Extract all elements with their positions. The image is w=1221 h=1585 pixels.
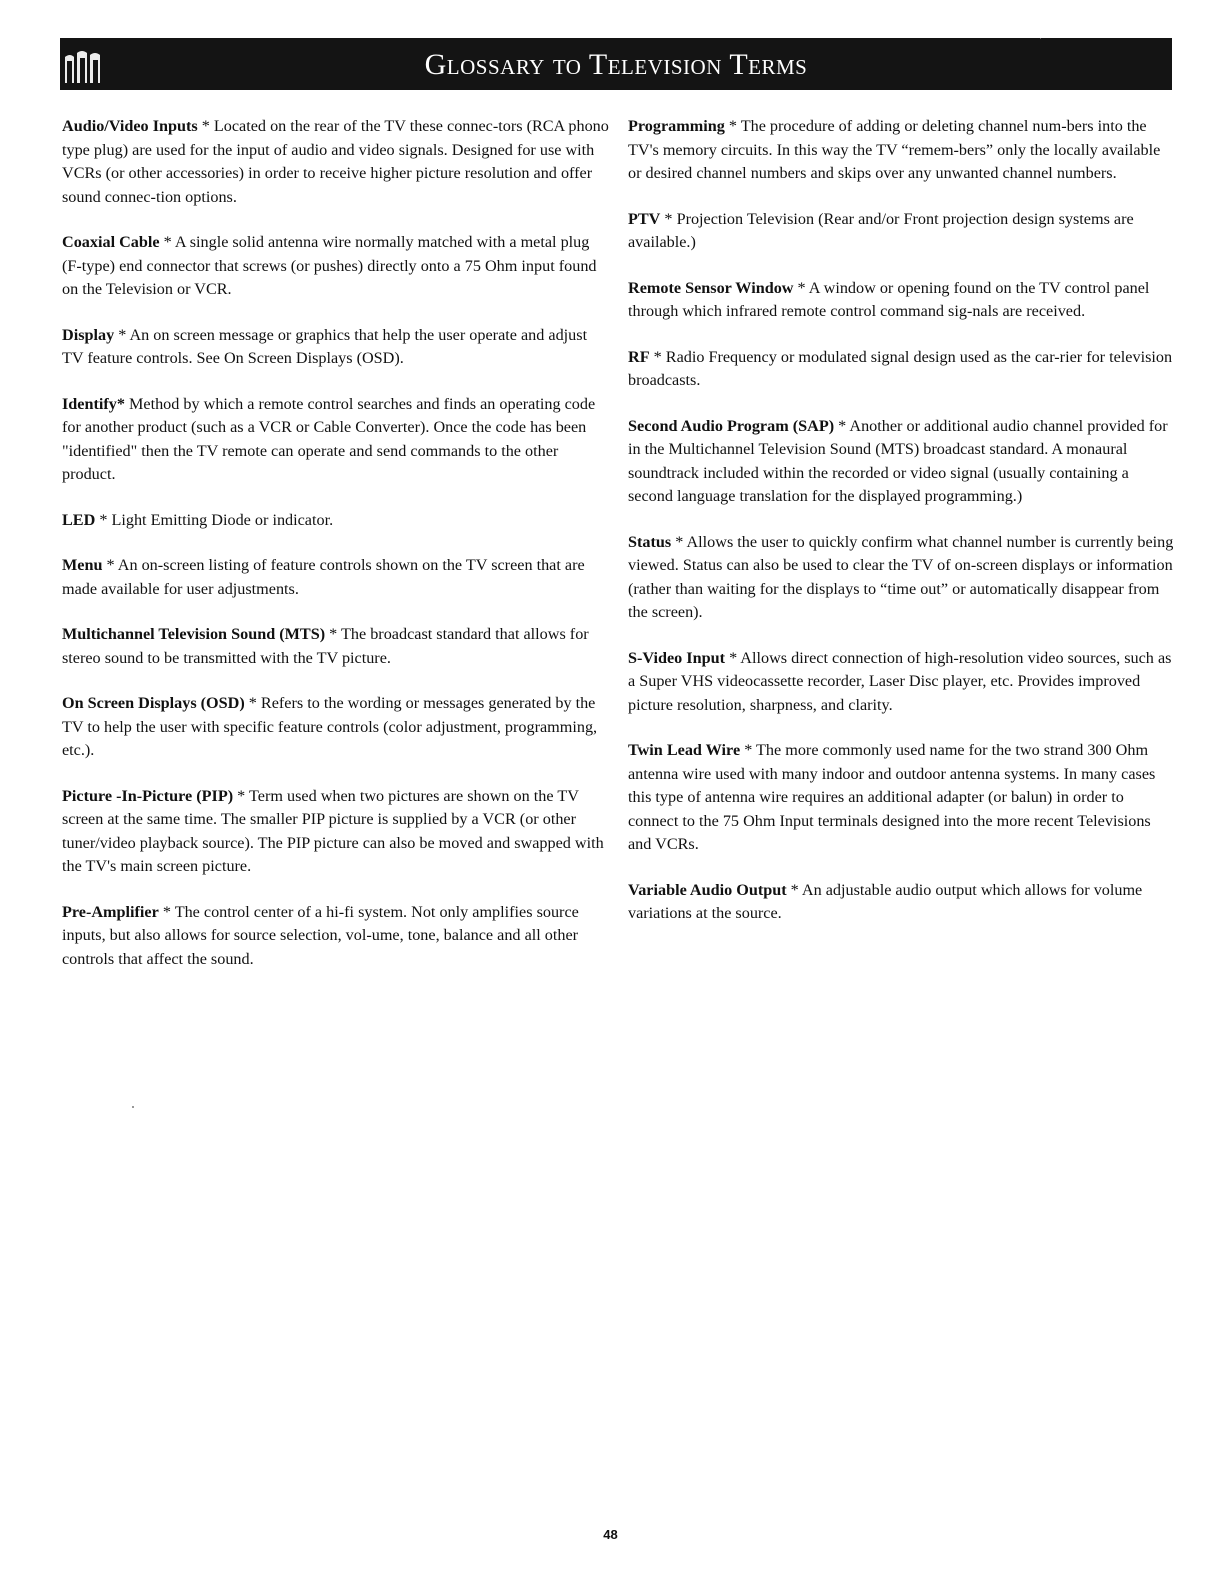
glossary-term: PTV — [628, 209, 661, 228]
glossary-definition: * Light Emitting Diode or indicator. — [99, 510, 334, 529]
glossary-entry — [62, 785, 610, 879]
glossary-definition: * The broadcast standard that allows for stereo sound to be transmitted with the TV picture. — [62, 625, 589, 667]
glossary-term: Status — [628, 532, 672, 551]
glossary-term: Picture -In-Picture (PIP) — [62, 786, 234, 805]
glossary-definition: * An on-screen listing of feature controls shown on the TV screen that are made available for user adjustments. — [62, 556, 585, 598]
glossary-term: LED — [62, 510, 96, 529]
glossary-definition: * A window or opening found on the TV control panel through which infrared remote control command sig-nals are received. — [628, 278, 1150, 320]
glossary-term: RF — [628, 347, 650, 366]
page-title: Glossary to Television Terms — [424, 48, 808, 81]
glossary-definition: * An adjustable audio output which allows for volume variations at the source. — [628, 880, 1143, 922]
glossary-term: Twin Lead Wire — [628, 741, 741, 759]
glossary-entry — [628, 277, 1176, 324]
glossary-definition: * Allows the user to quickly confirm what channel number is currently being viewed. Status can also be used to clear the TV of on-screen displays or information (rather than waiting for the displays to “time out” or automatically disappear from the screen). — [628, 532, 1174, 621]
glossary-definition: * Radio Frequency or modulated signal design used as the car-rier for television broadcasts. — [628, 347, 1173, 389]
glossary-entry — [628, 346, 1176, 393]
glossary-definition: * Term used when two pictures are shown on the TV screen at the same time. The smaller PIP picture is supplied by a VCR (or other tuner/video playback source). The PIP picture can also be moved and swapped with the TV's main screen picture. — [62, 786, 604, 875]
glossary-term: Pre-Amplifier — [62, 902, 159, 921]
glossary-definition: Method by which a remote control searches and finds an operating code for another product (such as a VCR or Cable Converter). Once the code has been "identified" then the TV remote can operate and send commands to the other product. — [62, 394, 596, 483]
glossary-definition: * Projection Television (Rear and/or Front projection design systems are available.) — [628, 209, 1134, 251]
glossary-term: Identify* — [62, 394, 125, 413]
glossary-entry — [62, 324, 610, 371]
glossary-term: Menu — [62, 556, 103, 574]
glossary-entry — [62, 231, 610, 302]
glossary-term: Display — [62, 325, 115, 344]
glossary-term: Remote Sensor Window — [628, 278, 794, 297]
glossary-entry — [628, 115, 1176, 186]
glossary-term: Second Audio Program (SAP) — [628, 416, 835, 435]
glossary-entry — [62, 115, 610, 209]
page-number: 48 — [603, 1527, 618, 1542]
glossary-column-left — [62, 115, 610, 993]
glossary-entry — [628, 208, 1176, 255]
glossary-definition: * Allows direct connection of high-resolution video sources, such as a Super VHS videocassette recorder, Laser Disc player, etc. Provides improved picture resolution, sharpness, and clarity. — [628, 648, 1172, 714]
glossary-entry — [628, 879, 1176, 926]
glossary-term: On Screen Displays (OSD) — [62, 694, 245, 712]
glossary-definition: * A single solid antenna wire normally matched with a metal plug (F-type) end connector that screws (or pushes) directly onto a 75 Ohm input found on the Television or VCR. — [62, 233, 597, 298]
glossary-definition: * Located on the rear of the TV these connec-tors (RCA phono type plug) are used for the input of audio and video signals. Designed for use with VCRs (or other accessories) in order to receive higher picture resolution and offer sound connec-tion options. — [62, 117, 609, 206]
scan-speck — [132, 1106, 134, 1108]
glossary-entry — [628, 647, 1176, 718]
glossary-definition: * The procedure of adding or deleting channel num-bers into the TV's memory circuits. In this way the TV “remem-bers” only the locally available or desired channel numbers and skips over any unwanted channel numbers. — [628, 117, 1161, 182]
glossary-entry — [628, 739, 1176, 857]
glossary-term: Variable Audio Output — [628, 880, 787, 899]
glossary-definition: * Refers to the wording or messages generated by the TV to help the user with specific feature controls (color adjustment, programming, etc.). — [62, 694, 598, 759]
glossary-definition: * The control center of a hi-fi system. Not only amplifies source inputs, but also allows for source selection, vol-ume, tone, balance and all other controls that affect the sound. — [62, 902, 579, 968]
glossary-definition: * The more commonly used name for the two strand 300 Ohm antenna wire used with many indoor and outdoor antenna systems. In many cases this type of antenna wire requires an additional adapter (or balun) in order to connect to the 75 Ohm Input terminals designed into the more recent Televisions and VCRs. — [628, 741, 1156, 853]
glossary-entry — [628, 415, 1176, 509]
glossary-definition: * Another or additional audio channel provided for in the Multichannel Television Sound (MTS) broadcast standard. A monaural soundtrack included within the recorded or video signal (usually containing a second language translation for the displayed programming.) — [628, 416, 1168, 505]
glossary-entry — [62, 554, 610, 601]
glossary-entry — [62, 509, 610, 533]
glossary-column-right — [628, 115, 1176, 948]
scan-speck — [1040, 38, 1041, 39]
glossary-definition: * An on screen message or graphics that help the user operate and adjust TV feature controls. See On Screen Displays (OSD). — [62, 325, 588, 367]
glossary-term: Multichannel Television Sound (MTS) — [62, 625, 326, 643]
glossary-term: Audio/Video Inputs — [62, 117, 198, 135]
glossary-entry — [62, 623, 610, 670]
glossary-term: Coaxial Cable — [62, 233, 160, 251]
glossary-term: Programming — [628, 117, 725, 135]
page-header-bar — [60, 38, 1172, 90]
glossary-entry — [628, 531, 1176, 625]
glossary-entry — [62, 901, 610, 972]
glossary-term: S-Video Input — [628, 648, 726, 667]
glossary-entry — [62, 692, 610, 763]
glossary-entry — [62, 393, 610, 487]
